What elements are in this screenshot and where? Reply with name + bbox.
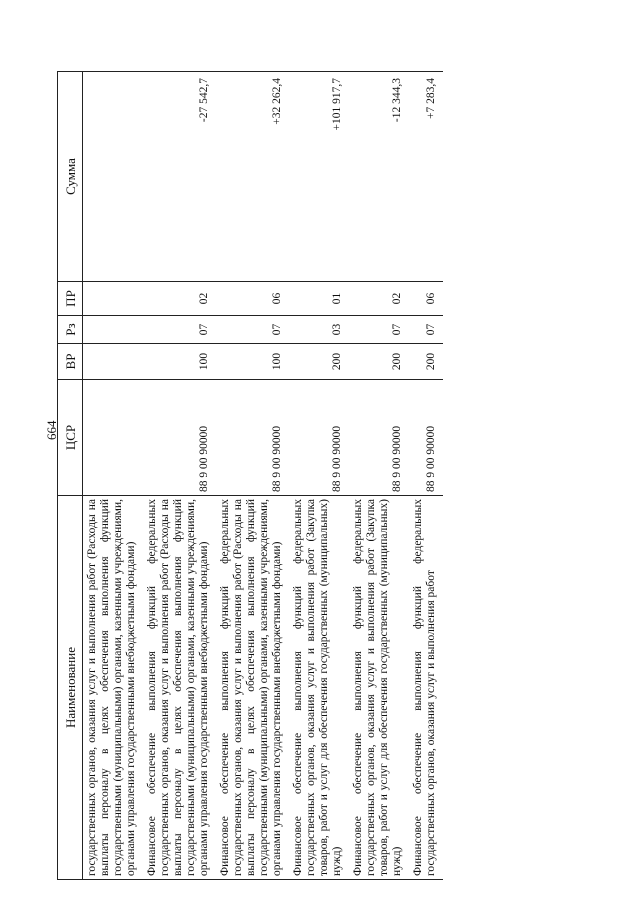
page-number: 664 xyxy=(44,420,59,440)
row-rz: 07 xyxy=(216,316,289,344)
row-csr: 88 9 00 90000 xyxy=(289,380,349,496)
header-rz: Рз xyxy=(58,316,83,344)
table-row xyxy=(143,72,216,880)
row-rz: 03 xyxy=(289,316,349,344)
row-rz: 07 xyxy=(143,316,216,344)
row-csr: 88 9 00 90000 xyxy=(216,380,289,496)
table-row xyxy=(409,72,443,880)
table-row xyxy=(349,72,409,880)
budget-table-sheet xyxy=(57,72,585,880)
row-csr: 88 9 00 90000 xyxy=(409,380,443,496)
row-vr: 200 xyxy=(349,344,409,380)
table-row xyxy=(216,72,289,880)
row-vr: 100 xyxy=(216,344,289,380)
table-row xyxy=(289,72,349,880)
row-name: Финансовое обеспечение выполнения функций федеральных государственных органов, оказания услуг и выполнения работ xyxy=(409,496,443,880)
row-rz: 07 xyxy=(349,316,409,344)
row-vr xyxy=(83,344,144,380)
row-pr xyxy=(83,282,144,316)
header-pr: ПР xyxy=(58,282,83,316)
row-name: государственных органов, оказания услуг и выполнения работ (Расходы на выплаты персоналу в целях обеспечения выполнения функций государственными (муниципальными) органами, казенными учреждениями, органами управления государственными внебюджетными фондами) xyxy=(83,496,144,880)
budget-table xyxy=(57,71,443,880)
row-vr: 100 xyxy=(143,344,216,380)
row-sum: -27 542,7 xyxy=(143,72,216,282)
row-sum: +101 917,7 xyxy=(289,72,349,282)
table-header-row xyxy=(58,72,83,880)
row-rz: 07 xyxy=(409,316,443,344)
row-pr: 01 xyxy=(289,282,349,316)
row-pr: 06 xyxy=(409,282,443,316)
row-name: Финансовое обеспечение выполнения функций федеральных государственных органов, оказания услуг и выполнения работ (Расходы на выплаты персоналу в целях обеспечения выполнения функций государственными (муниципальными) органами, казенными учреждениями, органами управления государственными внебюджетными фондами) xyxy=(216,496,289,880)
row-csr: 88 9 00 90000 xyxy=(143,380,216,496)
row-pr: 02 xyxy=(349,282,409,316)
row-rz xyxy=(83,316,144,344)
row-name: Финансовое обеспечение выполнения функций федеральных государственных органов, оказания услуг и выполнения работ (Расходы на выплаты персоналу в целях обеспечения выполнения функций государственными (муниципальными) органами, казенными учреждениями, органами управления государственными внебюджетными фондами) xyxy=(143,496,216,880)
header-csr: ЦСР xyxy=(58,380,83,496)
header-sum: Сумма xyxy=(58,72,83,282)
row-vr: 200 xyxy=(289,344,349,380)
row-csr: 88 9 00 90000 xyxy=(349,380,409,496)
header-vr: ВР xyxy=(58,344,83,380)
row-sum: +32 262,4 xyxy=(216,72,289,282)
row-sum: -12 344,3 xyxy=(349,72,409,282)
row-name: Финансовое обеспечение выполнения функций федеральных государственных органов, оказания услуг и выполнения работ (Закупка товаров, работ и услуг для обеспечения государственных (муниципальных) нужд) xyxy=(289,496,349,880)
table-row xyxy=(83,72,144,880)
row-name: Финансовое обеспечение выполнения функций федеральных государственных органов, оказания услуг и выполнения работ (Закупка товаров, работ и услуг для обеспечения государственных (муниципальных) нужд) xyxy=(349,496,409,880)
row-pr: 06 xyxy=(216,282,289,316)
row-vr: 200 xyxy=(409,344,443,380)
row-sum xyxy=(83,72,144,282)
header-name: Наименование xyxy=(58,496,83,880)
row-pr: 02 xyxy=(143,282,216,316)
row-csr xyxy=(83,380,144,496)
row-sum: +7 283,4 xyxy=(409,72,443,282)
